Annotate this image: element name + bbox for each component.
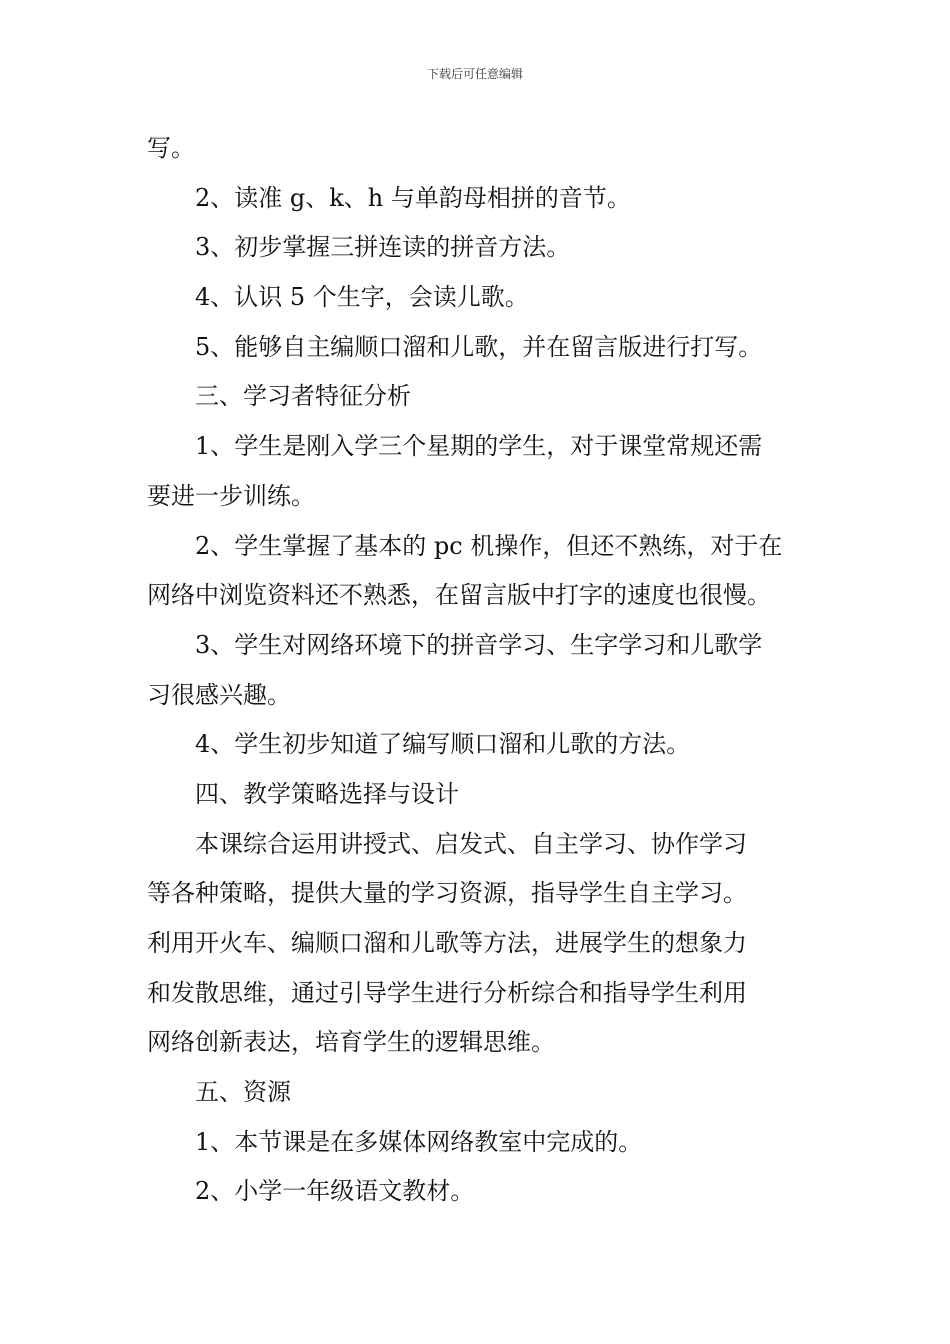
text-line-1: 写。 [147, 134, 195, 162]
section-heading-resources: 五、资源 [195, 1078, 291, 1107]
text-line-17: 利用开火车、编顺口溜和儿歌等方法，进展学生的想象力 [147, 929, 747, 957]
text-line-12: 习很感兴趣。 [147, 680, 291, 709]
text-line-4: 4、认识 5 个生字，会读儿歌。 [195, 283, 529, 312]
text-line-15: 本课综合运用讲授式、启发式、自主学习、协作学习 [195, 829, 747, 858]
text-line-18: 和发散思维，通过引导学生进行分析综合和指导学生利用 [147, 978, 747, 1007]
text-line-22: 2、小学一年级语文教材。 [195, 1177, 475, 1206]
text-line-11: 3、学生对网络环境下的拼音学习、生字学习和儿歌学 [195, 630, 763, 659]
section-heading-teaching-strategy: 四、教学策略选择与设计 [195, 779, 459, 808]
text-line-7: 1、学生是刚入学三个星期的学生，对于课堂常规还需 [195, 432, 763, 461]
text-line-9: 2、学生掌握了基本的 pc 机操作，但还不熟练，对于在 [195, 531, 783, 560]
page-header-note: 下载后可任意编辑 [426, 67, 523, 81]
text-line-2: 2、读准 g、k、h 与单韵母相拼的音节。 [195, 183, 631, 212]
document-body [147, 124, 817, 1217]
text-line-13: 4、学生初步知道了编写顺口溜和儿歌的方法。 [195, 730, 691, 759]
text-line-21: 1、本节课是在多媒体网络教室中完成的。 [195, 1127, 643, 1156]
text-line-5: 5、能够自主编顺口溜和儿歌，并在留言版进行打写。 [195, 332, 763, 361]
text-line-19: 网络创新表达，培育学生的逻辑思维。 [147, 1028, 555, 1057]
section-heading-learner-analysis: 三、学习者特征分析 [195, 382, 411, 411]
text-line-10: 网络中浏览资料还不熟悉，在留言版中打字的速度也很慢。 [147, 581, 771, 610]
text-line-16: 等各种策略，提供大量的学习资源，指导学生自主学习。 [147, 879, 747, 908]
text-line-3: 3、初步掌握三拼连读的拼音方法。 [195, 233, 571, 262]
text-line-8: 要进一步训练。 [147, 481, 315, 510]
